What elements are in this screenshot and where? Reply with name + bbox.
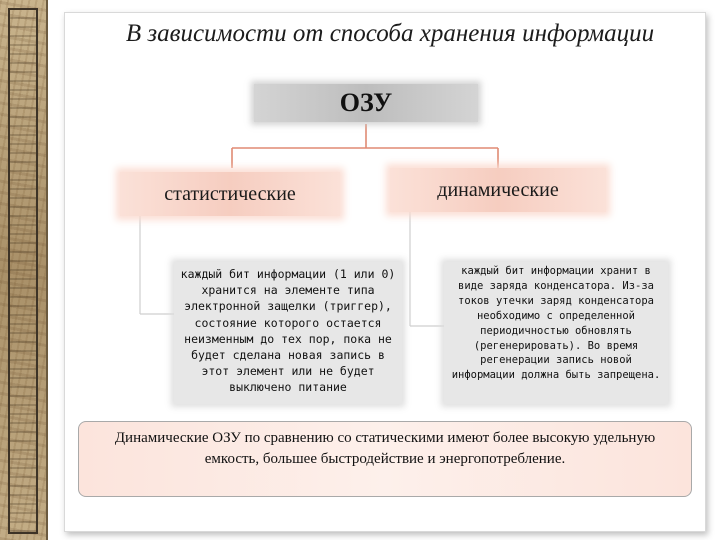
category-dynamic-label: динамические bbox=[437, 179, 559, 201]
slide-title: В зависимости от способа хранения информации bbox=[125, 20, 655, 47]
summary-text: Динамические ОЗУ по сравнению со статическими имеют более высокую удельную емкость, большее быстродействие и энергопотребление. bbox=[114, 430, 656, 467]
root-node-label: ОЗУ bbox=[339, 88, 393, 117]
static-description-text: каждый бит информации (1 или 0) хранится на элементе типа электронной защелки (триггер), состояние которого остается неизменным до тех пор, пока не будет сделана новая запись в этот элемент или не будет выключено питание bbox=[180, 267, 396, 395]
category-static-label: статистические bbox=[164, 183, 296, 205]
dynamic-description-text: каждый бит информации хранит в виде заряда конденсатора. Из-за токов утечки заряд конденсатора необходимо с определенной периодичностью обновлять (регенерировать). Во время регенерации запись новой информации должна быть запрещена. bbox=[451, 265, 661, 382]
